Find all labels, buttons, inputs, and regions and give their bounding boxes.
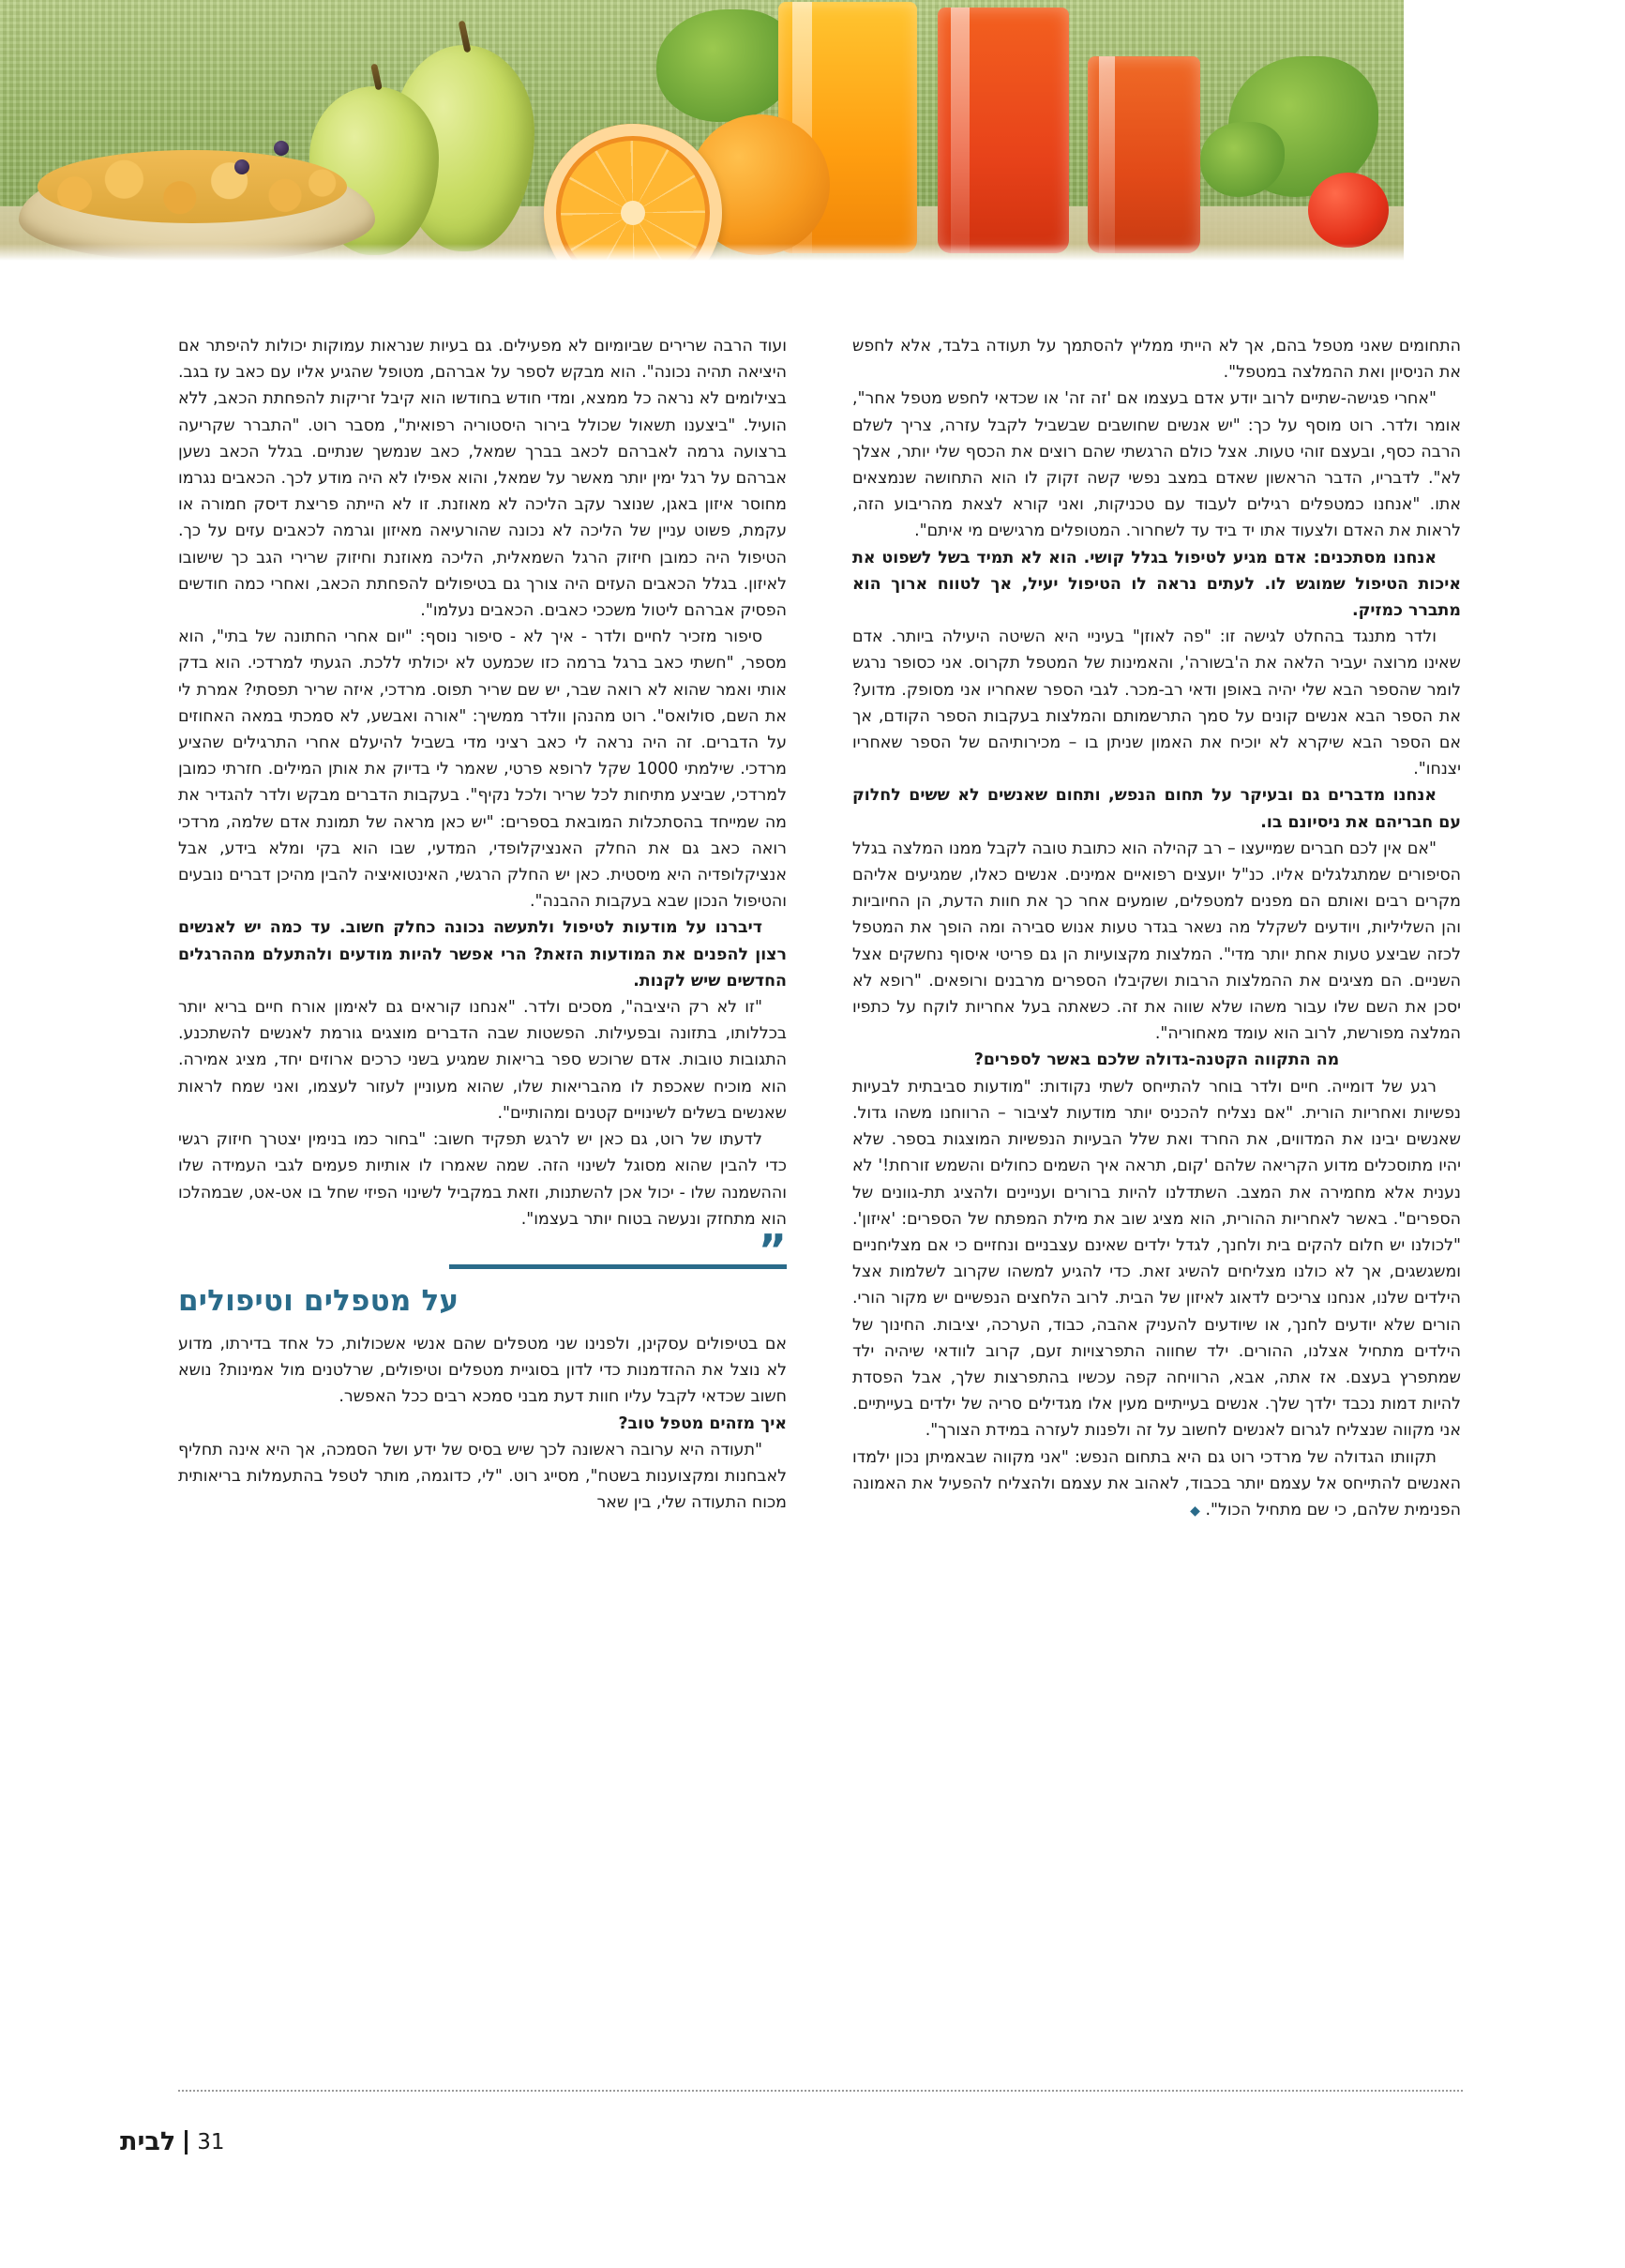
column-left [852,333,1461,1524]
paragraph: אם בטיפולים עסקינן, ולפנינו שני מטפלים שהם אנשי אשכולות, כל אחד בדירתו, מדוע לא נוצל את ההזדמנות כדי לדון בסוגיית מטפלים וטיפולים, שרלטנים מול אמינות? נושא חשוב שכדאי לקבל עליו חוות דעת מבני סמכא רבים ככל האפשר. [178,1334,787,1407]
paragraph: התחומים שאני מטפל בהם, אך לא הייתי ממליץ להסתמך על תעודה בלבד, אלא לחפש את הניסיון ואת ההמלצה במטפל". [852,337,1461,383]
folio-separator [185,2130,188,2155]
paragraph-question: איך מזהים מטפל טוב? [618,1414,787,1433]
quote-mark-icon: ” [758,1224,787,1276]
folio [120,2127,224,2156]
hero-image [0,0,1404,261]
paragraph-question: אנחנו מסתכנים: אדם מגיע לטיפול בגלל קושי. הוא לא תמיד בשל לשפוט את איכות הטיפול שמוגש לו. לעתים נראה לו הטיפול יעיל, אך לטווח ארוך הוא מתברר כמזיק. [852,548,1461,621]
berry-icon-2 [274,141,289,156]
berry-icon [234,159,249,174]
tomato-icon [1308,173,1389,248]
red-juice-glass [938,8,1069,253]
quote-mark-wrap [758,1224,787,1276]
paragraph-final-text: תקוותו הגדולה של מרדכי רוט גם היא בתחום הנפש: "אני מקווה שבאמיתן נכון ילמדו האנשים להתייחס אל עצמם יותר בכבוד, לאהוב את עצמם ולהצליח להפעיל את האמונה הפנימית שלהם, כי שם מתחיל הכול". [852,1447,1461,1520]
paragraph: "אחרי פגישה-שתיים לרוב יודע אדם בעצמו אם 'זה זה' או שכדאי לחפש מטפל אחר", אומר ולדר. רוט מוסף על כך: "יש אנשים שחושבים שבשביל לקבל עזרה, צריך לשלם הרבה כסף, ובעצם זוהי טעות. אצל כולם הרגשתי שהם רוצים את הכסף שלי יותר, אצלך לא". לדבריו, הדבר הראשון שאדם במצב נפשי קשה זקוק לו הוא התחושה שנמצאים אתו. "אנחנו כמטפלים רגילים לעבוד עם טכניקות, ואני קורא לצאת מהריבוע הזה, לראות את האדם ולצעוד אתו יד ביד עד לשחרור. המטופלים מרגישים מי איתם". [852,389,1461,541]
orange-core [621,201,645,225]
paragraph: "תעודה היא ערובה ראשונה לכך שיש בסיס של ידע ושל הסמכה, אך היא אינה תחליף לאבחנות ומקצוענות בשטח", מסייג רוט. "לי, כדוגמה, מותר לטפל בהתעמלות בריאותית מכוח התעודה שלי, בין שאר [178,1440,787,1513]
article-body [178,333,1461,1524]
paragraph-question: אנחנו מדברים גם ובעיקר על תחום הנפש, ותחום שאנשים לא ששים לחלוק עם חבריהם את ניסיונם בו. [852,786,1461,832]
paragraph: ולדר מתנגד בהחלט לגישה זו: "פה לאוזן" בעיניי היא השיטה היעילה ביותר. אדם שאינו מרוצה יעביר הלאה את ה'בשורה', והאמינות של המטפל תקרוס. אני כסופר נרגש לומר שהספר הבא שלי יהיה באופן ודאי רב-מכר. לגבי הספר שאחריו אני מסופק. מדוע? את הספר הבא אנשים קונים על סמך התרשמותם והמלצות בעקבות הספר הקודם, אך אם הספר הבא שיקרא לא יוכיח את האמון שניתן בו – מכירותיהם של הספר שאחריו יצנחו". [852,627,1461,779]
footer-divider [178,2090,1463,2092]
page-number: 31 [197,2129,225,2155]
paragraph: ועוד הרבה שרירים שביומיום לא מפעילים. גם בעיות שנראות עמוקות יכולות להיפתר אם היציאה תהיה נכונה". הוא מבקש לספר על אברהם, מטופל שהגיע אליו עם כאב עז בגב. בצילומים לא נראה כל ממצא, ומדי חודש בחודשו הוא קיבל זריקות להפחתת הכאב, ללא הועיל. "ביצענו תשאול שכולל בירור היסטוריה רפואית", מסבר רוט. "התברר שקריעה ברצועה גרמה לאברהם לכאב בברך שמאל, כאב שנמשך שנתיים. בגלל הכאב נשען אברהם על רגל ימין יותר מאשר על שמאל, והוא אפילו לא היה מודע לכך. הכאבים נגרמו מחוסר איזון באגן, שנוצר עקב הליכה לא מאוזנת. זו לא הייתה פריצת דיסק חמורה או עקמת, פשוט עניין של הליכה לא נכונה שהורעיאה מאיזון וגרמה לכאבים עזים על כך. הטיפול היה כמובן חיזוק הרגל השמאלית, הליכה מאוזנת וחיזוק שרירי הגב כך שישובו לאיזון. בגלל הכאבים העזים היה צורך גם בטיפולים להפחתת הכאב, ואחרי כמה חודשים הפסיק אברהם ליטול משככי כאבים. הכאבים נעלמו". [178,337,787,621]
hero-bottom-fade [0,244,1404,261]
paragraph: סיפור מזכיר לחיים ולדר - איך לא - סיפור נוסף: "יום אחרי החתונה של בתי", הוא מספר, "חשתי כאב ברגל ברמה כזו שכמעט לא יכולתי ללכת. הגעתי למרדכי. הוא בדק אותי ואמר שהוא לא רואה שבר, יש שם שריר תפוס. מרדכי, איזה שריר תפסתי? אמרת לי את השם, סולואס". רוט מהנהן וולדר ממשיך: "אורה ואבשע, לא סמכתי במאה האחוזים על הדברים. זה היה נראה לי כאב רציני מדי בשביל להיעלם אחרי התרגילים שהציע מרדכי. שילמתי 1000 שקל לרופא פרטי, שאמר לי בדיוק את אותן המילים. חזרתי כמובן למרדכי, שביצע מתיחות לכל שריר ולכל נקיף". בעקבות הדברים מבקש ולדר להגדיר את מה שמייחד בהסתכלות המובאת בספרים: "יש כאן מראה של תמונת אדם שלמה, מרדכי רואה כאב גם את החלק האנציקלופדי, המדעי, שבו הוא בקי ומלא בידע, אבל אנציקלופדיה היא מיסטית. כאן יש החלק הרגשי, האינטואיציה להבין מהיכן דברים נובעים והטיפול הנכון שבא בעקבות ההבנה". [178,627,787,912]
paragraph-question: מה התקווה הקטנה-גדולה שלכם באשר לספרים? [973,1051,1340,1070]
end-mark-icon: ◆ [1190,1503,1200,1519]
paragraph-question: דיברנו על מודעות לטיפול ולתעשה נכונה כחלק חשוב. עד כמה יש לאנשים רצון להפנים את המודעות הזאת? הרי אפשר להיות מודעים ולהתעלם מההרגלים החדשים שיש לקנות. [178,918,787,990]
column-right [178,333,787,1524]
section-header [178,1224,787,1318]
cornflakes [38,150,347,223]
paragraph: לדעתו של רוט, גם כאן יש לרגש תפקיד חשוב: "בחור כמו בנימין יצטרך חיזוק רגשי כדי להבין שהוא מסוגל לשינוי הזה. שמה שאמרו לו אותיות פעמים לגבי העמידה שלו וההשמנה שלו - יכול אכן להשתנות, וזאת במקביל לשינוי הפיזי שחל בו אט-אט, שבמהלכו הוא מתחזק ונעשה בטוח יותר בעצמו". [178,1130,787,1229]
paragraph: "אם אין לכם חברים שמייעצו – רב קהילה הוא כתובת טובה לקבל ממנו המלצה בגלל הסיפורים שמתגלגלים אליו. כנ"ל יועצים רפואיים אמינים. אנשים כאלו, שמגיעים אליהם מקרים רבים ואותם הם מפנים למטפלים, שומעים אחר כך את חוות הדעת, הן החיוביות והן השליליות, ויודעים לשקלל מה נשאר בגדר טעות אנוש סבירה ומה הופך את המטפל לכזה שביצע טעות אחת יותר מדי". המלצות מקצועיות הן גם פריטי איסוף נחשקים אצל השניים. הם מציגים את ההמלצות הרבות ושקיבלו הספרים מרבנים ורופאים. "רופא לא יסכן את השם שלו עבור משהו שלא שווה את זה. כשאתה בעל אחריות לוקח על כתפיו המלצה מפורשת, לרוב הוא עומד מאחוריה". [852,839,1461,1044]
section-title-row [178,1284,787,1318]
paragraph-final [852,1444,1461,1525]
paragraph: "זו לא רק היציבה", מסכים ולדר. "אנחנו קוראים גם לאימון אורח חיים בריא יותר בכללותו, בתזונה ובפעילות. הפשטות שבה הדברים מוצגים גורמת לאנשים להשתכנע. התגובות טובות. אדם שרוכש ספר בריאות שמגיע בשני כרכים ארוזים יחד, מציג אמירה. הוא מוכיח שאכפת לו מהבריאות שלו, שהוא מעוניין לעזור לעצמו, ואני שמח לראות שאנשים בשלים לשינויים קטנים ומהותיים". [178,998,787,1123]
section-rule [449,1264,787,1269]
carrot-juice-glass [1088,56,1200,253]
paragraph: רגע של דומייה. חיים ולדר בוחר להתייחס לשתי נקודות: "מודעות סביבתית לבעיות נפשיות ואחריות הורית. "אם נצליח להכניס יותר מודעות לציבור – הרווחנו משהו גדול. שאנשים יבינו את המדווים, את החרד ואת שלל הבעיות הנפשיות המוצגות בספר. שלא יהיו מתוסכלים מדוע הקריאה שלהם 'קום, תראה איך השמים כחולים והשמש זורחת!' לא נענית אלא מחמירה את המצב. השתדלנו להיות ברורים ועניינים ולהציג תת-גוונים של הספרים". באשר לאחריות ההורית, הוא מציג שוב את מילת המפתח של הספרים: 'איזון'. "לכולנו יש חלום להקים בית ולחנך, לגדל ילדים שאינם עצבניים ונחזיים כי אם מצליחניים ומשגשגים, אך לא כולנו מצליחים להשיג זאת. כדי להגיע למשהו שקרוב לשלמות אצל הילדים שלנו, אנחנו צריכים לדאוג לאיזון של הבית. לרוב הלחצים הנפשיים יש מקור הורי. הורים שלא יודעים לחנך, או שיודעים להעניק אהבה, כבוד, הערכה, יציבות. החינוך של הילדים מתחיל אצלנו, ההורים. ילד שחווה התפרצויות זעם, קרוב לוודאי שיהיה ילד שמתפרץ בעצם. אז אתה, אבא, הרוויחה קפה עכשיו בהתפרצות שלך, אבל הפסדת להיות דמות נכבד ילדך שלך. אנשים בעייתיים מעין אלו מגדילים סריה של ילדים בעייתיים. אני מקווה שנצליח לגרום לאנשים לחשוב על זה ולפנות לעזרה במידת הצורך". [852,1077,1461,1441]
section-title: על מטפלים וטיפולים [178,1283,459,1318]
publication-name: לבית [120,2127,176,2156]
